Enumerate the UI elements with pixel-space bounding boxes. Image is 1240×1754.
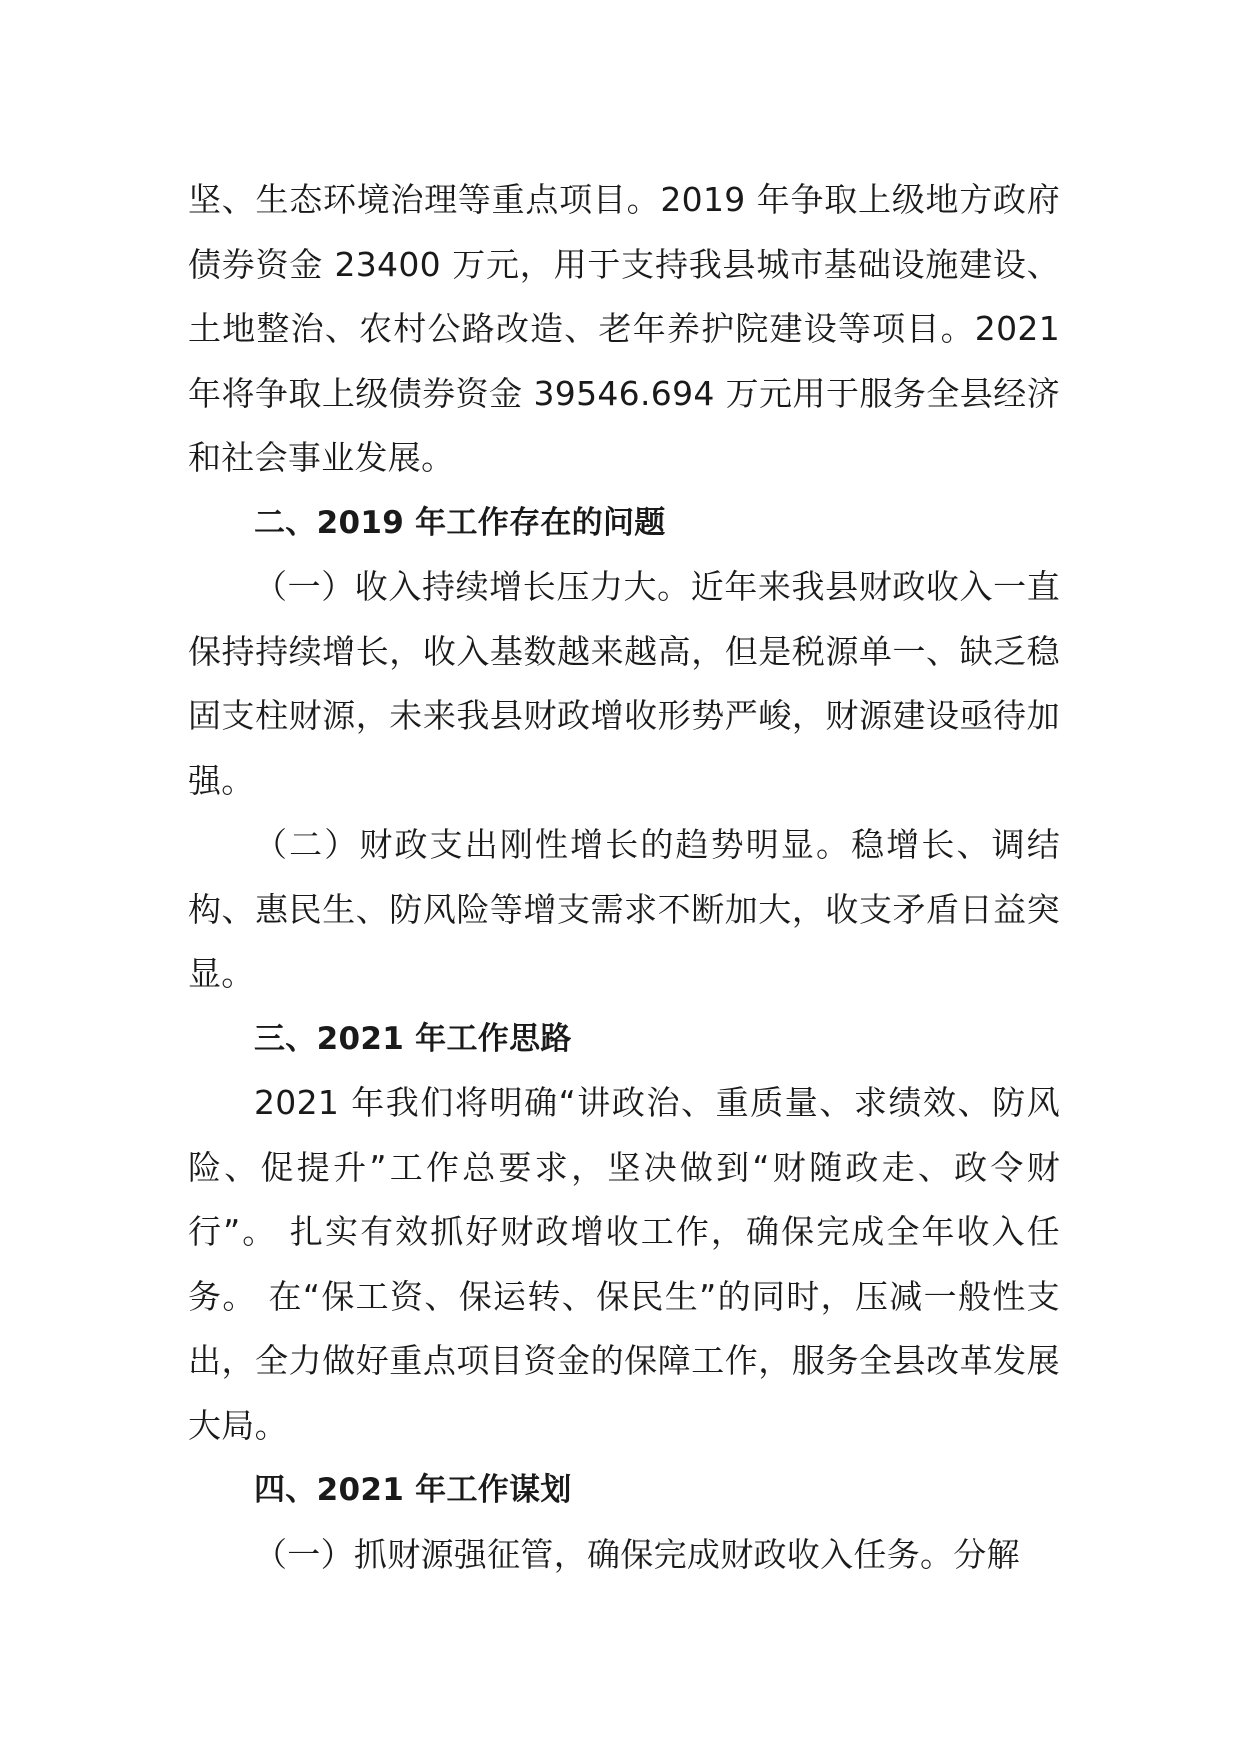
- paragraph-revenue-pressure: （一）收入持续增长压力大。近年来我县财政收入一直保持持续增长，收入基数越来越高，但是税源单一、缺乏稳固支柱财源，未来我县财政增收形势严峻，财源建设亟待加强。: [188, 567, 1060, 800]
- paragraph-work-approach: 2021 年我们将明确“讲政治、重质量、求绩效、防风险、促提升”工作总要求，坚决做到“财随政走、政令财行”。 扎实有效抓好财政增收工作，确保完成全年收入任务。 在“保工资、保运转、保民生”的同时，压减一般性支出，全力做好重点项目资金的保障工作，服务全县改革发展大局。: [188, 1083, 1060, 1445]
- document-body: [188, 168, 1060, 1587]
- section-heading-planning: 四、2021 年工作谋划: [254, 1472, 572, 1508]
- paragraph-revenue-collection: （一）抓财源强征管，确保完成财政收入任务。分解: [254, 1534, 1020, 1574]
- section-heading-problems: 二、2019 年工作存在的问题: [254, 504, 666, 541]
- paragraph-expenditure-growth: （二）财政支出刚性增长的趋势明显。稳增长、调结构、惠民生、防风险等增支需求不断加大，收支矛盾日益突显。: [188, 825, 1060, 993]
- paragraph-debt-funds: 坚、生态环境治理等重点项目。2019 年争取上级地方政府债券资金 23400 万元，用于支持我县城市基础设施建设、土地整治、农村公路改造、老年养护院建设等项目。2021 年将争取上级债券资金 39546.694 万元用于服务全县经济和社会事业发展。: [188, 180, 1060, 477]
- section-heading-approach: 三、2021 年工作思路: [254, 1020, 572, 1057]
